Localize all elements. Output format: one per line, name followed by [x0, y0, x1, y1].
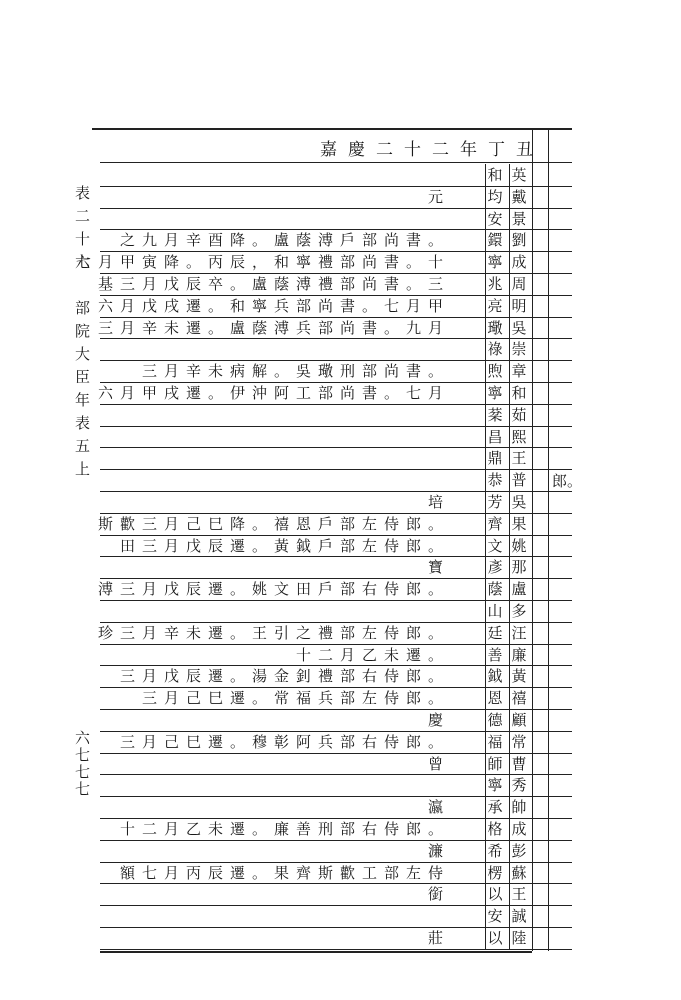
table-row: [100, 818, 532, 840]
header-rule: [100, 162, 572, 163]
table-row: [97, 622, 532, 644]
row-text: 額七月丙辰遷。果齊斯歡工部左侍: [119, 863, 450, 882]
row-name-char: 希: [487, 841, 503, 860]
table-row: [97, 273, 532, 295]
row-name-char: 安: [487, 209, 503, 228]
table-row: [100, 687, 532, 709]
row-position-char: 汪: [511, 623, 527, 642]
table-row: [75, 251, 532, 273]
row-name-char: 安: [487, 907, 503, 926]
row-position-char: 那: [511, 558, 527, 577]
row-name-char: 寧: [487, 776, 503, 795]
row-text: 瀛: [427, 798, 450, 817]
row-position-char: 多: [511, 602, 527, 620]
row-name-char: 楞: [487, 863, 503, 882]
table-row: [97, 317, 532, 339]
row-position-char: 彭: [511, 841, 527, 860]
row-name-char: 璥: [487, 318, 503, 337]
row-position-char: 崇: [511, 340, 527, 359]
row-position-char: 陸: [511, 929, 527, 947]
row-text: 六月戊戌遷。和寧兵部尚書。七月甲: [97, 296, 450, 315]
row-position-char: 劉: [511, 231, 527, 250]
top-rule: [92, 128, 572, 130]
row-text: 慶: [427, 711, 450, 729]
table-row: [100, 862, 532, 884]
row-text: 三月己巳遷。常福兵部左侍郎。: [141, 689, 450, 708]
row-name-char: 山: [487, 602, 503, 620]
table-row: [100, 796, 532, 818]
row-name-char: 祿: [487, 340, 503, 359]
table-row: [100, 665, 532, 687]
row-text: 珍三月辛未遷。王引之禮部左侍郎。: [97, 623, 450, 642]
row-name-char: 兆: [487, 275, 503, 293]
row-position-char: 戴: [511, 187, 527, 206]
row-text: 元: [427, 187, 450, 206]
row-position-char: 禧: [511, 689, 527, 708]
row-position-char: 吳: [511, 318, 527, 337]
row-position-char: 帥: [511, 798, 527, 817]
table-row: [100, 491, 532, 513]
row-text: 銜: [427, 885, 450, 904]
row-position-char: 秀: [511, 776, 527, 795]
table-row: [100, 753, 532, 775]
row-name-char: 以: [487, 885, 503, 904]
row-position-char: 明: [511, 296, 527, 315]
row-text: 濂: [427, 841, 450, 860]
row-name-char: 寧: [487, 384, 503, 402]
row-text: 三月己巳遷。穆彰阿兵部右侍郎。: [119, 732, 450, 751]
table-row: [100, 535, 532, 557]
row-name-char: 昌: [487, 427, 503, 446]
row-name-char: 承: [487, 798, 503, 817]
row-text: 寶: [427, 558, 450, 577]
outer-column-line: [548, 128, 549, 951]
row-name-char: 鼎: [487, 449, 503, 468]
row-position-char: 王: [511, 885, 527, 904]
row-text: 三月辛未遷。盧蔭溥兵部尚書。九月: [97, 318, 450, 337]
table-row: [100, 927, 532, 949]
row-position-char: 成: [511, 253, 527, 272]
table-row: [100, 360, 532, 382]
table-row: [100, 208, 532, 230]
row-position-char: 顧: [511, 711, 527, 729]
row-position-char: 誠: [511, 907, 527, 926]
row-position-char: 成: [511, 820, 527, 838]
row-position-char: 果: [511, 514, 527, 533]
row-text: 曾: [427, 754, 450, 773]
row-position-char: 英: [511, 166, 527, 184]
table-row: [100, 774, 532, 796]
row-position-char: 普: [511, 471, 527, 490]
table-row: [100, 905, 532, 927]
row-position-char: 茹: [511, 405, 527, 424]
row-text: 十二月乙未遷。: [295, 645, 450, 664]
row-name-char: 文: [487, 536, 503, 555]
row-position-char: 熙: [511, 427, 527, 446]
row-name-char: 煦: [487, 362, 503, 381]
row-name-char: 和: [487, 166, 503, 184]
table-heading: 嘉慶二十二年丁丑: [320, 140, 544, 160]
table-row: [100, 883, 532, 905]
column-note: 郎。: [552, 472, 583, 490]
side-title: 表二十六 部院大臣年表五上: [73, 185, 91, 484]
row-position-char: 景: [511, 209, 527, 228]
bottom-rule: [100, 951, 532, 953]
row-position-char: 盧: [511, 580, 527, 599]
table-row: [100, 644, 532, 666]
row-name-char: 鉞: [487, 667, 503, 686]
row-text: 莊: [427, 929, 450, 947]
row-name-char: 齊: [487, 514, 503, 533]
row-text: 基三月戊辰卒。盧蔭溥禮部尚書。三: [97, 275, 450, 293]
row-position-char: 吳: [511, 493, 527, 511]
row-position-char: 章: [511, 362, 527, 381]
table-row: [100, 229, 532, 251]
row-name-char: 彥: [487, 558, 503, 577]
row-position-char: 王: [511, 449, 527, 468]
table-row: [100, 731, 532, 753]
table-row: [100, 426, 532, 448]
table-row: [100, 600, 532, 622]
row-name-char: 格: [487, 820, 503, 838]
row-name-char: 寧: [487, 253, 503, 272]
row-name-char: 以: [487, 929, 503, 947]
row-name-char: 棻: [487, 405, 503, 424]
row-name-char: 恩: [487, 689, 503, 708]
table-row: [100, 840, 532, 862]
row-name-char: 鐶: [487, 231, 503, 250]
table-row: [100, 469, 532, 491]
row-name-char: 蔭: [487, 580, 503, 599]
row-name-char: 廷: [487, 623, 503, 642]
table-row: [97, 295, 532, 317]
table-right-edge: [532, 128, 533, 951]
row-name-char: 恭: [487, 471, 503, 490]
row-position-char: 姚: [511, 536, 527, 555]
row-name-char: 芳: [487, 493, 503, 511]
table-row: [100, 709, 532, 731]
row-text: 斯歡三月己巳降。禧恩戶部左侍郎。: [97, 514, 450, 533]
page-number: 六七七七: [73, 730, 91, 798]
table-row: [97, 382, 532, 404]
row-position-char: 曹: [511, 754, 527, 773]
row-text: 三月戊辰遷。湯金釗禮部右侍郎。: [119, 667, 450, 686]
row-position-char: 周: [511, 275, 527, 293]
row-text: 三月辛未病解。吳璥刑部尚書。: [141, 362, 450, 381]
row-name-char: 均: [487, 187, 503, 206]
table-row: [100, 186, 532, 208]
table-row: [97, 513, 532, 535]
row-text: 六月甲戌遷。伊沖阿工部尚書。七月: [97, 384, 450, 402]
row-text: 溥三月戊辰遷。姚文田戶部右侍郎。: [97, 580, 450, 599]
row-name-char: 福: [487, 732, 503, 751]
table-row: [100, 447, 532, 469]
row-name-char: 善: [487, 645, 503, 664]
table-row: [100, 404, 532, 426]
row-position-char: 黃: [511, 667, 527, 686]
row-name-char: 亮: [487, 296, 503, 315]
row-text: 十二月乙未遷。廉善刑部右侍郎。: [119, 820, 450, 838]
row-position-char: 蘇: [511, 863, 527, 882]
table-row: [97, 578, 532, 600]
row-position-char: 廉: [511, 645, 527, 664]
row-position-char: 和: [511, 384, 527, 402]
row-position-char: 常: [511, 732, 527, 751]
row-name-char: 德: [487, 711, 503, 729]
row-text: 七月甲寅降。丙辰，和寧禮部尚書。十: [75, 253, 450, 272]
table-row: [100, 556, 532, 578]
table-row: [100, 164, 532, 186]
row-text: 培: [427, 493, 450, 511]
row-text: 之九月辛酉降。盧蔭溥戶部尚書。: [119, 231, 450, 250]
row-text: 田三月戊辰遷。黃鉞戶部左侍郎。: [119, 536, 450, 555]
table-row: [100, 338, 532, 360]
row-name-char: 師: [487, 754, 503, 773]
